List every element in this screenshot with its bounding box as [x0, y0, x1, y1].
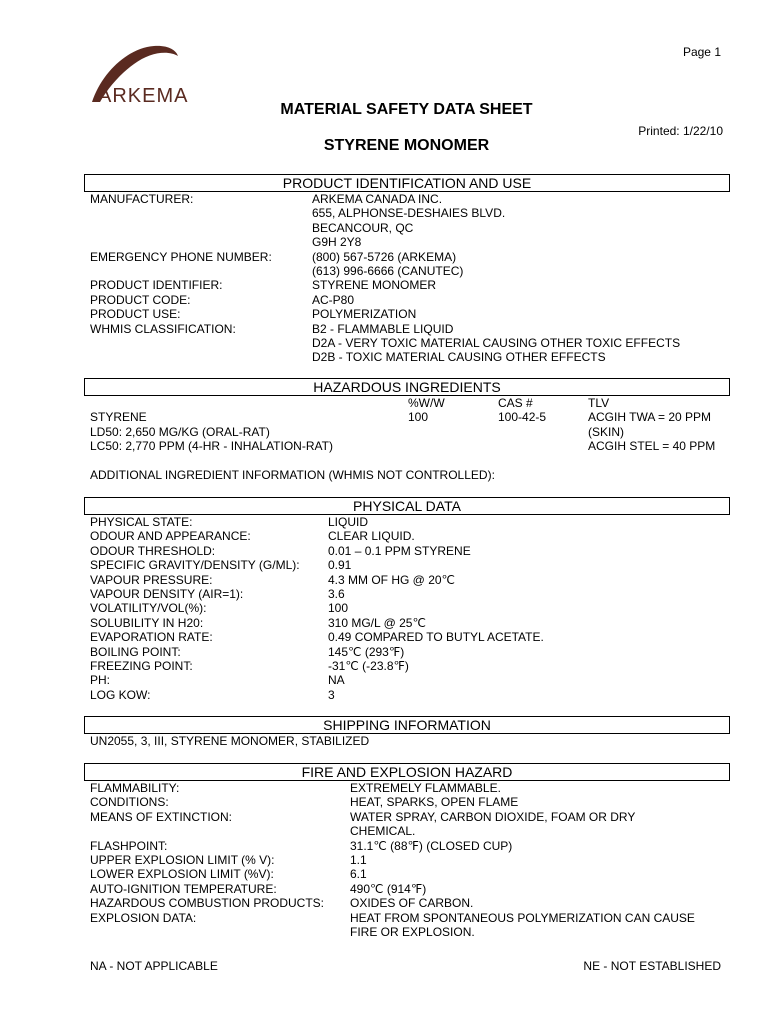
field-label: SPECIFIC GRAVITY/DENSITY (G/ML):: [90, 558, 300, 573]
field-value: BECANCOUR, QC: [312, 220, 414, 235]
field-value: OXIDES OF CARBON.: [350, 896, 474, 911]
field-value: 0.49 COMPARED TO BUTYL ACETATE.: [328, 630, 544, 645]
field-value: -31℃ (-23.8℉): [328, 659, 409, 673]
field-value: 3: [328, 687, 335, 702]
additional-ingredient-info: [90, 468, 730, 482]
field-row: [90, 278, 730, 292]
additional-ingredient-text: ADDITIONAL INGREDIENT INFORMATION (WHMIS NOT CONTROLLED):: [90, 468, 495, 482]
field-row: [90, 853, 730, 867]
field-row: [90, 630, 730, 644]
field-value: STYRENE MONOMER: [312, 278, 437, 293]
field-label: SOLUBILITY IN H20:: [90, 615, 204, 630]
footer-na-note: NA - NOT APPLICABLE: [90, 959, 218, 973]
field-value: HEAT FROM SPONTANEOUS POLYMERIZATION CAN CAUSE: [350, 910, 695, 925]
field-row: [90, 882, 730, 896]
field-value: D2B - TOXIC MATERIAL CAUSING OTHER EFFECTS: [312, 350, 606, 365]
field-row: [90, 601, 730, 615]
field-value: AC-P80: [312, 292, 355, 307]
field-value: FIRE OR EXPLOSION.: [350, 925, 475, 939]
field-label: MANUFACTURER:: [90, 192, 194, 206]
logo-text: ARKEMA: [98, 85, 189, 106]
field-value: 655, ALPHONSE-DESHAIES BLVD.: [312, 206, 506, 221]
field-label: PRODUCT IDENTIFIER:: [90, 278, 223, 293]
field-value: WATER SPRAY, CARBON DIOXIDE, FOAM OR DRY: [350, 809, 636, 824]
field-value: 490℃ (914℉): [350, 881, 427, 896]
field-row: [90, 410, 730, 424]
field-row: [90, 336, 730, 350]
field-row: [90, 659, 730, 673]
field-label: EXPLOSION DATA:: [90, 910, 197, 925]
page-number: Page 1: [682, 45, 721, 59]
field-value: 3.6: [328, 587, 345, 601]
field-row: [90, 350, 730, 364]
field-label: LOWER EXPLOSION LIMIT (%V):: [90, 867, 274, 882]
field-label: BOILING POINT:: [90, 644, 181, 659]
field-row: [90, 587, 730, 601]
field-value: (800) 567-5726 (ARKEMA): [312, 249, 457, 264]
field-value: LIQUID: [328, 515, 369, 529]
section-header-hazardous-ingredients: HAZARDOUS INGREDIENTS: [84, 378, 730, 396]
arkema-logo: [88, 42, 238, 109]
field-value: NA: [328, 673, 345, 688]
field-row: [90, 925, 730, 939]
field-value: ACGIH TWA = 20 PPM: [588, 410, 712, 425]
field-value: 1.1: [350, 853, 367, 867]
footer-ne-note: NE - NOT ESTABLISHED: [583, 959, 721, 973]
field-row: [90, 425, 730, 439]
field-label: WHMIS CLASSIFICATION:: [90, 321, 236, 336]
field-label: FREEZING POINT:: [90, 659, 193, 673]
section-header-product-identification: PRODUCT IDENTIFICATION AND USE: [84, 174, 730, 192]
field-label: UPPER EXPLOSION LIMIT (% V):: [90, 853, 275, 867]
field-label: ODOUR THRESHOLD:: [90, 543, 216, 558]
field-row: [90, 192, 730, 206]
field-value: TLV: [588, 396, 610, 410]
field-label: LC50: 2,770 PPM (4-HR - INHALATION-RAT): [90, 439, 333, 454]
field-row: [90, 911, 730, 925]
field-row: [90, 616, 730, 630]
field-value: 31.1℃ (88℉) (CLOSED CUP): [350, 838, 513, 853]
field-row: [90, 235, 730, 249]
field-value: D2A - VERY TOXIC MATERIAL CAUSING OTHER TOXIC EFFECTS: [312, 336, 681, 350]
field-row: [90, 322, 730, 336]
field-value: G9H 2Y8: [312, 235, 362, 250]
field-label: PH:: [90, 673, 111, 688]
field-row: [90, 673, 730, 687]
field-label: VAPOUR PRESSURE:: [90, 572, 213, 587]
field-row: [90, 573, 730, 587]
field-value: %W/W: [408, 396, 445, 410]
field-label: PRODUCT USE:: [90, 307, 181, 322]
field-label: EVAPORATION RATE:: [90, 630, 213, 645]
field-label: CONDITIONS:: [90, 795, 169, 810]
field-label: EMERGENCY PHONE NUMBER:: [90, 249, 272, 264]
field-label: STYRENE: [90, 410, 147, 425]
field-row: [90, 529, 730, 543]
section-header-physical-data: PHYSICAL DATA: [84, 497, 730, 515]
field-value: ARKEMA CANADA INC.: [312, 192, 443, 206]
field-value: HEAT, SPARKS, OPEN FLAME: [350, 795, 519, 810]
field-value: 145℃ (293℉): [328, 644, 405, 659]
field-value: 100: [328, 601, 349, 616]
document-title: MATERIAL SAFETY DATA SHEET: [280, 101, 533, 118]
shipping-info: [90, 734, 730, 748]
field-row: [90, 206, 730, 220]
field-row: [90, 264, 730, 278]
field-label: MEANS OF EXTINCTION:: [90, 809, 233, 824]
field-row: [90, 781, 730, 795]
field-value: 6.1: [350, 867, 367, 882]
field-value: B2 - FLAMMABLE LIQUID: [312, 321, 454, 336]
field-label: FLAMMABILITY:: [90, 781, 180, 795]
field-row: [90, 396, 730, 410]
field-value: CLEAR LIQUID.: [328, 529, 415, 544]
field-label: ODOUR AND APPEARANCE:: [90, 529, 251, 544]
field-value: 0.01 – 0.1 PPM STYRENE: [328, 543, 471, 558]
field-value: 310 MG/L @ 25℃: [328, 615, 426, 630]
field-value: (613) 996-6666 (CANUTEC): [312, 264, 464, 278]
field-value: ACGIH STEL = 40 PPM: [588, 439, 716, 454]
field-row: [90, 293, 730, 307]
field-value: CHEMICAL.: [350, 824, 416, 839]
field-label: HAZARDOUS COMBUSTION PRODUCTS:: [90, 896, 325, 911]
shipping-text: UN2055, 3, III, STYRENE MONOMER, STABILIZED: [90, 734, 370, 748]
field-row: [90, 839, 730, 853]
field-row: [90, 810, 730, 824]
field-label: VOLATILITY/VOL(%):: [90, 601, 207, 616]
field-row: [90, 221, 730, 235]
field-value: 0.91: [328, 558, 352, 573]
field-row: [90, 558, 730, 572]
section-header-fire-explosion: FIRE AND EXPLOSION HAZARD: [84, 763, 730, 781]
field-value: EXTREMELY FLAMMABLE.: [350, 781, 501, 795]
field-value: (SKIN): [588, 424, 624, 439]
field-label: FLASHPOINT:: [90, 838, 168, 853]
section-header-shipping-information: SHIPPING INFORMATION: [84, 716, 730, 734]
field-row: [90, 896, 730, 910]
field-row: [90, 688, 730, 702]
field-value: 100-42-5: [498, 410, 547, 425]
field-label: PRODUCT CODE:: [90, 292, 191, 307]
field-row: [90, 795, 730, 809]
field-value: CAS #: [498, 396, 533, 410]
field-label: VAPOUR DENSITY (AIR=1):: [90, 587, 244, 601]
field-label: LOG KOW:: [90, 687, 151, 702]
field-value: 100: [408, 410, 429, 425]
field-row: [90, 307, 730, 321]
field-row: [90, 645, 730, 659]
field-label: LD50: 2,650 MG/KG (ORAL-RAT): [90, 424, 270, 439]
field-row: [90, 250, 730, 264]
field-row: [90, 439, 730, 453]
field-value: 4.3 MM OF HG @ 20℃: [328, 572, 456, 587]
field-row: [90, 867, 730, 881]
field-row: [90, 824, 730, 838]
product-title: STYRENE MONOMER: [323, 137, 490, 154]
field-label: PHYSICAL STATE:: [90, 515, 193, 529]
printed-date: Printed: 1/22/10: [638, 124, 723, 138]
field-value: POLYMERIZATION: [312, 307, 417, 322]
field-row: [90, 515, 730, 529]
field-label: AUTO-IGNITION TEMPERATURE:: [90, 881, 277, 896]
field-row: [90, 544, 730, 558]
